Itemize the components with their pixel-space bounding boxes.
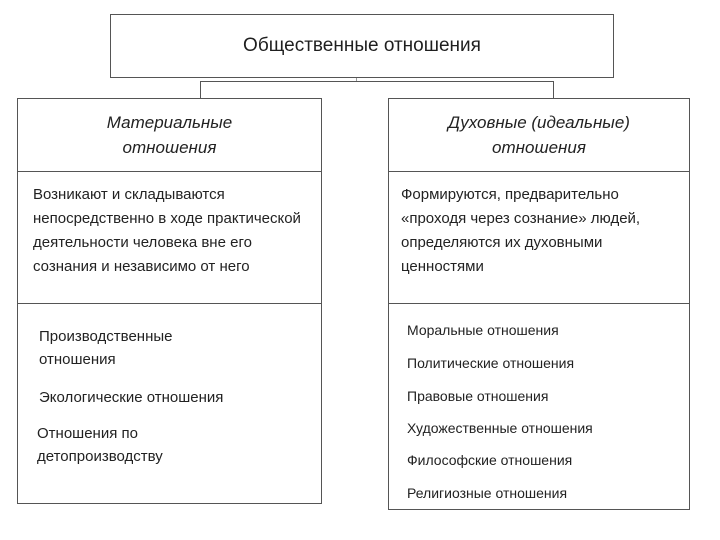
spiritual-relations-description: Формируются, предварительно «проходя через сознание» людей, определяются их духовными ценностями: [389, 171, 689, 304]
spiritual-item-moral: Моральные отношения: [407, 322, 559, 338]
spiritual-item-artistic: Художественные отношения: [407, 420, 593, 436]
root-node: [110, 14, 614, 78]
material-relations-description: Возникают и складываются непосредственно в ходе практической деятельности человека вне его сознания и независимо от него: [18, 171, 321, 304]
branch-connector: [200, 81, 554, 99]
spiritual-relations-heading-text: Духовные (идеальные) отношения: [448, 113, 630, 157]
spiritual-item-political: Политические отношения: [407, 355, 575, 371]
spiritual-item-philosophical: Философские отношения: [407, 452, 573, 468]
material-item-reproduction: Отношения по детопроизводству: [37, 425, 163, 465]
spiritual-relations-heading: [389, 99, 689, 172]
material-item-ecology: Экологические отношения: [39, 389, 224, 406]
spiritual-relations-column: [388, 98, 690, 510]
spiritual-item-legal: Правовые отношения: [407, 388, 549, 404]
material-item-production: Производственные отношения: [39, 328, 173, 368]
material-relations-column: [17, 98, 322, 504]
material-relations-heading-text: Материальные отношения: [106, 113, 233, 157]
root-title: Общественные отношения: [243, 35, 481, 56]
material-relations-heading: [18, 99, 321, 172]
spiritual-item-religious: Религиозные отношения: [407, 485, 568, 501]
